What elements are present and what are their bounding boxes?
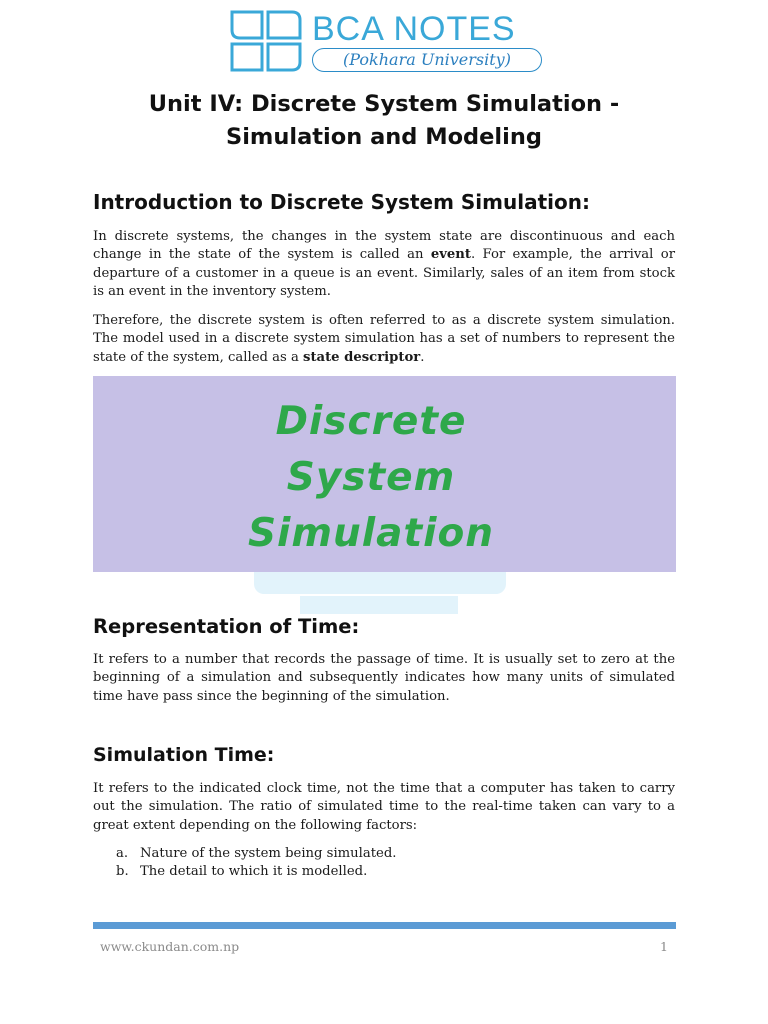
watermark-shape: [254, 572, 506, 594]
list-item: [116, 845, 396, 863]
document-title-line1: Unit IV: Discrete System Simulation -: [148, 91, 620, 117]
event-term: event: [430, 247, 471, 263]
bca-notes-logo: [228, 8, 548, 74]
representation-heading: Representation of Time:: [93, 615, 360, 638]
list-item-text: The detail to which it is modelled.: [140, 864, 368, 880]
intro-paragraph-1: [93, 228, 675, 301]
list-item-text: Nature of the system being simulated.: [140, 846, 397, 861]
discrete-system-simulation-banner: [93, 376, 676, 572]
footer-url: www.ckundan.com.np: [100, 939, 240, 954]
watermark-shape: [300, 596, 458, 614]
simulation-time-paragraph: It refers to the indicated clock time, not the time that a computer has taken to carry out the simulation. The ratio of simulated time to the real-time taken can vary to a great extent depending on the following factors:: [93, 781, 675, 833]
banner-text: [201, 394, 541, 562]
intro-heading: Introduction to Discrete System Simulation:: [93, 190, 590, 214]
banner-line-1: Discrete: [275, 399, 467, 444]
logo-subtitle: (Pokhara University): [312, 48, 542, 72]
intro-p2-text-a: Therefore, the discrete system is often referred to as a discrete system simulation. The model used in a discrete system simulation has a set of numbers to represent the state of the system, called as a: [93, 313, 675, 365]
list-marker: a.: [116, 846, 129, 861]
representation-paragraph: It refers to a number that records the passage of time. It is usually set to zero at the beginning of a simulation and subsequently indicates how many units of simulated time have pass since the beginning of the simulation.: [93, 652, 675, 704]
document-title-line2: Simulation and Modeling: [226, 124, 542, 150]
intro-paragraph-2: [93, 312, 675, 367]
list-marker: b.: [116, 864, 129, 880]
page-number: 1: [660, 939, 668, 954]
intro-p1-text-b: . For example, the arrival or departure of a customer in a queue is an event. Similarly, sales of an item from stock is an event in the inventory system.: [93, 247, 675, 299]
leaf-logo-icon: [228, 8, 304, 72]
banner-line-2: System: [286, 455, 456, 500]
banner-line-3: Simulation: [247, 511, 495, 556]
state-descriptor-term: state descriptor: [303, 349, 421, 365]
factors-list: [116, 845, 396, 882]
document-title: [60, 88, 708, 154]
logo-title: BCA NOTES: [312, 10, 516, 48]
simulation-time-heading: Simulation Time:: [93, 744, 275, 766]
footer-rule: [93, 922, 676, 929]
list-item: [116, 863, 396, 881]
intro-p1-text-a: In discrete systems, the changes in the system state are discontinuous and each change in the state of the system is called an: [93, 229, 675, 263]
intro-p2-text-b: .: [420, 349, 425, 365]
